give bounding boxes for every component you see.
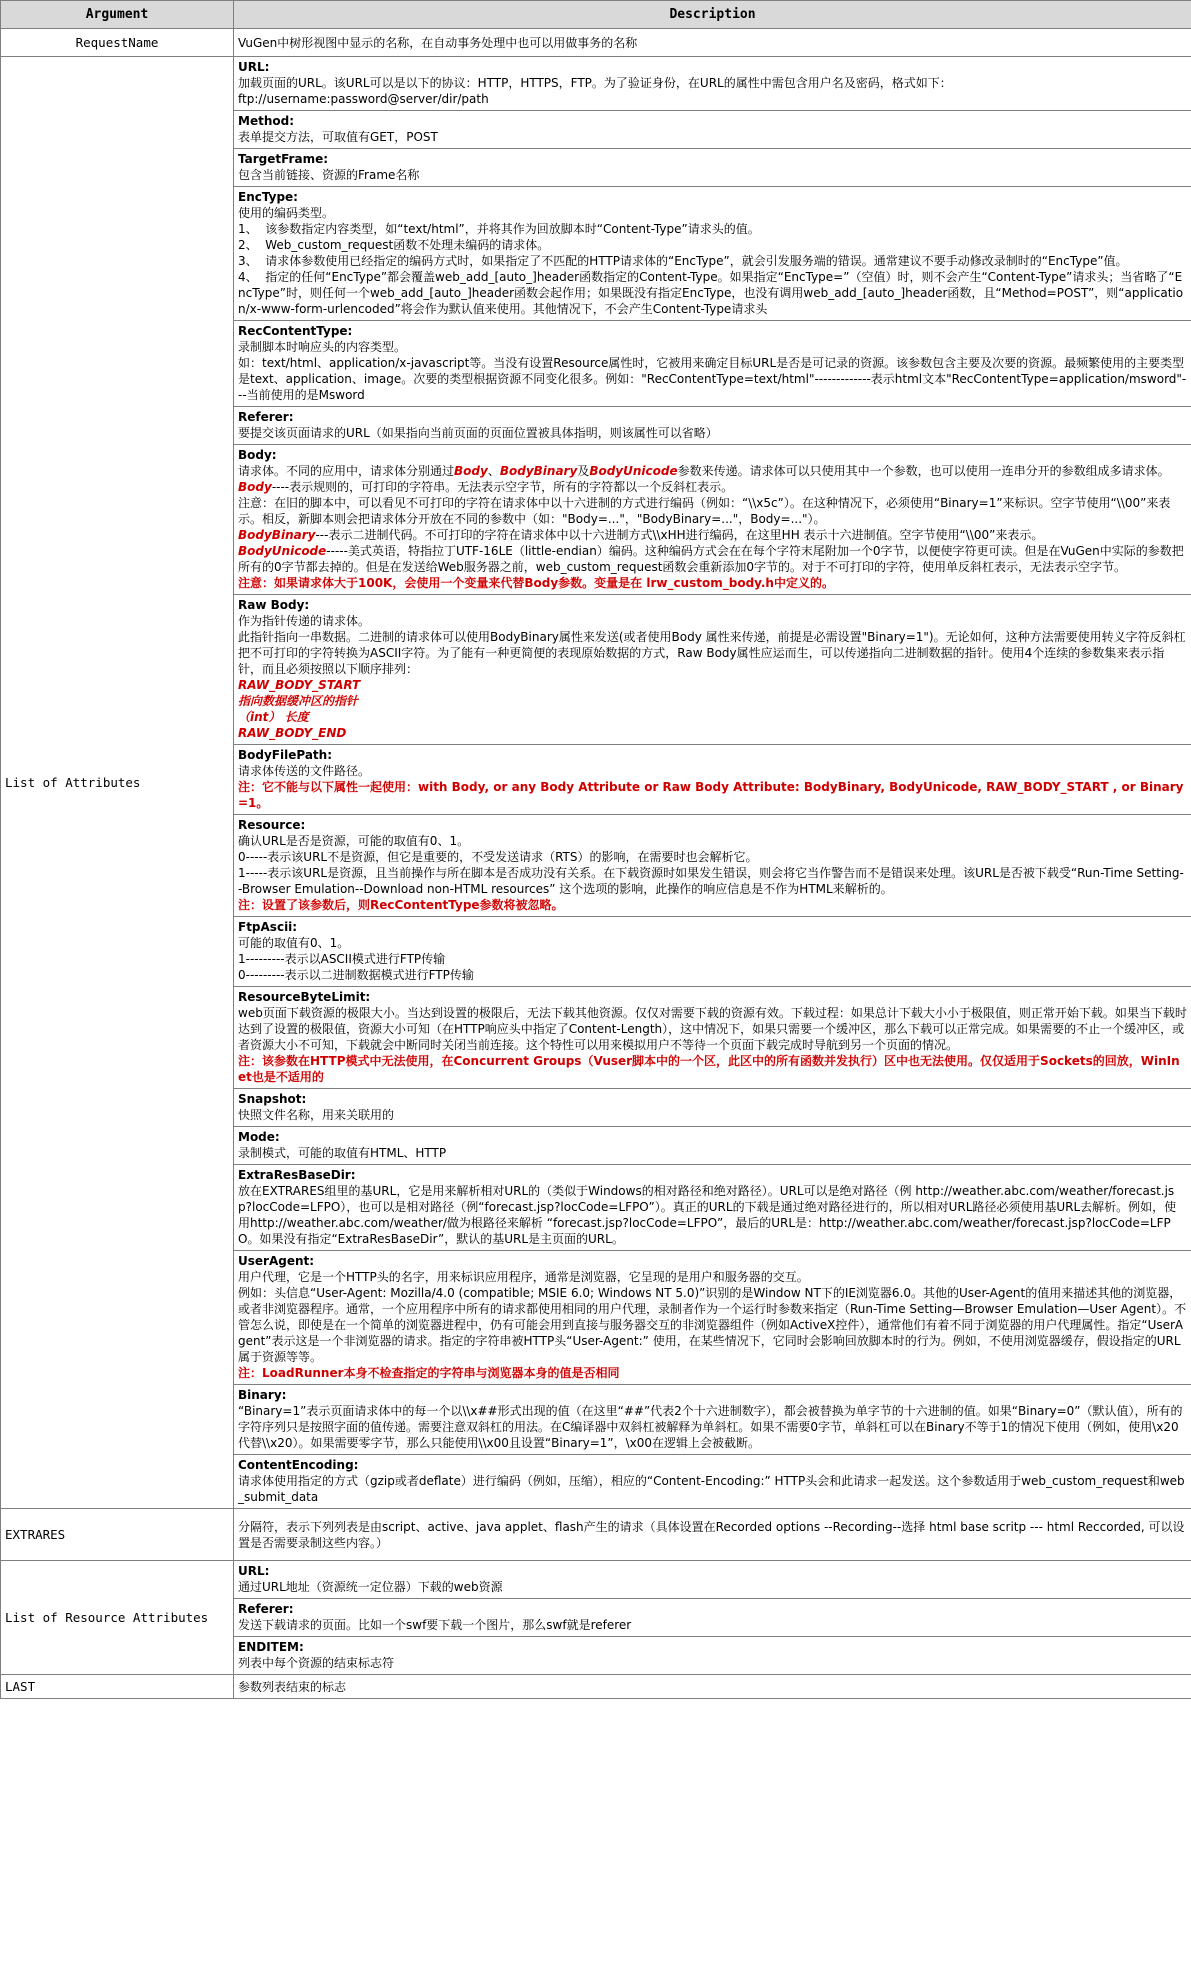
attr-name: RecContentType: (238, 324, 353, 338)
arg-extrares: EXTRARES (1, 1509, 234, 1561)
attr-text: web页面下载资源的极限大小。当达到设置的极限后，无法下载其他资源。仅仅对需要下载的资源有效。下载过程：如果总计下载大小小于极限值，则正常开始下载。如果当下载时达到了设置的极限值，资源大小可知（在HTTP响应头中指定了Content-Length），这中情况下，如果只需要一个缓冲区，那么下载可以正常完成。如果需要的不止一个缓冲区，或者资源大小不可知，下载就会中断同时关闭当前连接。这个特性可以用来模拟用户不等待一个页面下载完成时导航到另一个页面的情况。 (238, 1006, 1187, 1052)
attr-resource (234, 815, 1191, 917)
attr-note-red: 注：它不能与以下属性一起使用：with Body, or any Body Attribute or Raw Body Attribute: BodyBinary, BodyUnicode, RAW_BODY_START , or Binary=1。 (238, 780, 1184, 810)
body-line-unicode (238, 543, 1187, 575)
attr-snapshot (234, 1089, 1191, 1127)
row-list-of-attributes (1, 57, 1191, 1509)
attr-name: FtpAscii: (238, 920, 298, 934)
body-note-1: 注意：在旧的脚本中，可以看见不可打印的字符在请求体中以十六进制的方式进行编码（例如：“\\x5c”）。在这种情况下，必须使用“Binary=1”来标识。空字节使用“\\00”来表示。相反，新脚本则会把请求体分开放在不同的参数中（如："Body=..."，"BodyBinary=..."，Body=..."）。 (238, 496, 1171, 526)
attr-name: Method: (238, 114, 294, 128)
attr-name: TargetFrame: (238, 152, 329, 166)
attr-body-file-path (234, 745, 1191, 815)
body-note-red: 注意：如果请求体大于100K，会使用一个变量来代替Body参数。变量是在 lrw_custom_body.h中定义的。 (238, 576, 834, 590)
desc-last: 参数列表结束的标志 (234, 1675, 1191, 1699)
kw-body: Body (454, 464, 488, 478)
attr-raw-body (234, 595, 1191, 745)
attr-text: 包含当前链接、资源的Frame名称 (238, 168, 420, 182)
attr-text: 发送下载请求的页面。比如一个swf要下载一个图片，那么swf就是referer (238, 1618, 632, 1632)
attr-text: 要提交该页面请求的URL（如果指向当前页面的页面位置被具体指明，则该属性可以省略） (238, 426, 718, 440)
body-line-body (238, 479, 1187, 495)
body-sep-1: 、 (487, 464, 500, 478)
attr-text: 放在EXTRARES组里的基URL，它是用来解析相对URL的（类似于Windows的相对路径和绝对路径）。URL可以是绝对路径（例 http://weather.abc.com/weather/forecast.jsp?locCode=LFPO），也可以是相对路径（例“forecast.jsp?locCode=LFPO”）。真正的URL的下载是通过绝对路径进行的，所以相对URL路径必须使用基URL去解析。例如，使用http://weather.abc.com/weather/做为根路径来解析 “forecast.jsp?locCode=LFPO”，最后的URL是：http://weather.abc.com/weather/forecast.jsp?locCode=LFPO。如果没有指定“ExtraResBaseDir”，默认的基URL是主页面的URL。 (238, 1184, 1177, 1246)
attr-note-red: 注：LoadRunner本身不检查指定的字符串与浏览器本身的值是否相同 (238, 1366, 620, 1380)
attr-name: ContentEncoding: (238, 1458, 359, 1472)
attr-rec-content-type (234, 321, 1191, 407)
attr-name: Referer: (238, 410, 294, 424)
attr-name: Mode: (238, 1130, 280, 1144)
attr-text: 录制模式，可能的取值有HTML、HTTP (238, 1146, 447, 1160)
attr-resource-byte-limit (234, 987, 1191, 1089)
attr-body (234, 445, 1191, 595)
raw-seq-2: 指向数据缓冲区的指针 (238, 694, 359, 708)
attr-text: 作为指针传递的请求体。 此指针指向一串数据。二进制的请求体可以使用BodyBinary属性来发送(或者使用Body 属性来传递，前提是必需设置"Binary=1")。无论如何，这种方法需要使用转义字符反斜杠把不可打印的字符转换为ASCII字符。为了能有一种更简便的表现原始数据的方式，Raw Body属性应运而生，可以传递指向二进制数据的指针。使用4个连续的参数集来表示指针，而且必须按照以下顺序排列： (238, 614, 1186, 676)
attr-user-agent (234, 1251, 1191, 1385)
attr-text: 表单提交方法，可取值有GET，POST (238, 130, 438, 144)
attr-text: 快照文件名称，用来关联用的 (238, 1108, 395, 1122)
attr-text: 确认URL是否是资源，可能的取值有0、1。 0-----表示该URL不是资源，但它是重要的，不受发送请求（RTS）的影响，在需要时也会解析它。 1-----表示该URL是资源，且当前操作与所在脚本是否成功没有关系。在下载资源时如果发生错误，则会将它当作警告而不是错误来处理。该URL是否被下载受“Run-Time Setting--Browser Emulation--Download non-HTML resources” 这个选项的影响，此操作的响应信息是不作为HTML来解析的。 (238, 834, 1184, 896)
raw-seq-1: RAW_BODY_START (238, 678, 361, 692)
kw-body: Body (238, 480, 272, 494)
attr-text: 请求体使用指定的方式（gzip或者deflate）进行编码（例如，压缩），相应的“Content-Encoding:” HTTP头会和此请求一起发送。这个参数适用于web_custom_request和web_submit_data (238, 1474, 1185, 1504)
attr-mode (234, 1127, 1191, 1165)
body-desc: ----表示规则的，可打印的字符串。无法表示空字节，所有的字符都以一个反斜杠表示。 (271, 480, 734, 494)
body-intro (238, 463, 1187, 479)
attr-name: URL: (238, 1564, 270, 1578)
attr-referer (234, 407, 1191, 445)
attr-note-red: 注：设置了该参数后，则RecContentType参数将被忽略。 (238, 898, 564, 912)
attr-content-encoding (234, 1455, 1191, 1508)
header-row (1, 1, 1191, 29)
attr-text: 加载页面的URL。该URL可以是以下的协议：HTTP，HTTPS，FTP。为了验证身份，在URL的属性中需包含用户名及密码，格式如下： ftp://username:password@server/dir/path (238, 76, 952, 106)
kw-body-unicode: BodyUnicode (238, 544, 327, 558)
attr-name: Binary: (238, 1388, 287, 1402)
attr-target-frame (234, 149, 1191, 187)
desc-request-name: VuGen中树形视图中显示的名称，在自动事务处理中也可以用做事务的名称 (234, 29, 1191, 57)
row-request-name (1, 29, 1191, 57)
attr-text: 使用的编码类型。 1、 该参数指定内容类型，如“text/html”，并将其作为回放脚本时“Content-Type”请求头的值。 2、 Web_custom_request函数不处理未编码的请求体。 3、 请求体参数使用已经指定的编码方式时，如果指定了不匹配的HTTP请求体的“EncType”，就会引发服务端的错误。通常建议不要手动修改录制时的“EncType”值。 4、 指定的任何“EncType”都会覆盖web_add_[auto_]header函数指定的Content-Type。如果指定“EncType=”（空值）时，则不会产生“Content-Type”请求头；当省略了“EncType”时，则任何一个web_add_[auto_]header函数会起作用；如果既没有指定EncType，也没有调用web_add_[auto_]header函数，且“Method=POST”，则“application/x-www-form-urlencoded”将会作为默认值来使用。其他情况下，不会产生Content-Type请求头 (238, 206, 1184, 316)
attr-name: Snapshot: (238, 1092, 307, 1106)
attr-text: 列表中每个资源的结束标志符 (238, 1656, 395, 1670)
attr-text: 通过URL地址（资源统一定位器）下载的web资源 (238, 1580, 503, 1594)
attr-extra-res-base-dir (234, 1165, 1191, 1251)
raw-seq-4: RAW_BODY_END (238, 726, 347, 740)
attr-name: ExtraResBaseDir: (238, 1168, 356, 1182)
arg-last: LAST (1, 1675, 234, 1699)
attr-name: URL: (238, 60, 270, 74)
res-attr-referer (234, 1599, 1191, 1637)
attr-name: BodyFilePath: (238, 748, 333, 762)
attr-method (234, 111, 1191, 149)
arg-list-of-attributes: List of Attributes (1, 57, 234, 1509)
attr-text: 可能的取值有0、1。 1---------表示以ASCII模式进行FTP传输 0---------表示以二进制数据模式进行FTP传输 (238, 936, 474, 982)
attr-name: Resource: (238, 818, 306, 832)
resource-attributes-cell (234, 1561, 1191, 1675)
res-attr-enditem (234, 1637, 1191, 1674)
attr-url (234, 57, 1191, 111)
attributes-cell (234, 57, 1191, 1509)
attr-name: UserAgent: (238, 1254, 315, 1268)
body-line-binary (238, 527, 1187, 543)
attr-note-red: 注：该参数在HTTP模式中无法使用，在Concurrent Groups（Vuser脚本中的一个区，此区中的所有函数并发执行）区中也无法使用。仅仅适用于Sockets的回放，WinInet也是不适用的 (238, 1054, 1180, 1084)
body-intro-1: 请求体。不同的应用中，请求体分别通过 (238, 464, 455, 478)
kw-body-unicode: BodyUnicode (589, 464, 678, 478)
attr-ftp-ascii (234, 917, 1191, 987)
attr-binary (234, 1385, 1191, 1455)
body-intro-2: 参数来传递。请求体可以只使用其中一个参数，也可以使用一连串分开的参数组成多请求体。 (677, 464, 1170, 478)
attr-name: Raw Body: (238, 598, 310, 612)
arg-request-name: RequestName (1, 29, 234, 57)
row-list-of-resource-attributes (1, 1561, 1191, 1675)
raw-seq-3: （int） 长度 (238, 710, 309, 724)
unicode-desc: -----美式英语，特指拉丁UTF-16LE（little-endian）编码。这种编码方式会在在每个字符末尾附加一个0字节，以便使字符更可读。但是在VuGen中实际的参数把所有的0字节都去掉的。但是在发送给Web服务器之前，web_custom_request函数会重新添加0字节的。对于不可打印的字符，使用单反斜杠表示，无法表示空字节。 (238, 544, 1184, 574)
row-last (1, 1675, 1191, 1699)
attr-name: Referer: (238, 1602, 294, 1616)
res-attr-url (234, 1561, 1191, 1599)
header-argument: Argument (1, 1, 234, 29)
row-extrares (1, 1509, 1191, 1561)
attr-name: ENDITEM: (238, 1640, 304, 1654)
binary-desc: ---表示二进制代码。不可打印的字符在请求体中以十六进制方式\\xHH进行编码，在这里HH 表示十六进制值。空字节使用“\\00”来表示。 (315, 528, 1044, 542)
attr-name: ResourceByteLimit: (238, 990, 371, 1004)
body-sep-2: 及 (577, 464, 590, 478)
attr-enctype (234, 187, 1191, 321)
desc-extrares: 分隔符，表示下列列表是由script、active、java applet、flash产生的请求（具体设置在Recorded options --Recording--选择 html base scritp --- html Reccorded, 可以设置是否需要录制这些内容。） (234, 1509, 1191, 1561)
attr-name: EncType: (238, 190, 298, 204)
arg-list-of-resource-attributes: List of Resource Attributes (1, 1561, 234, 1675)
kw-body-binary: BodyBinary (238, 528, 316, 542)
kw-body-binary: BodyBinary (499, 464, 578, 478)
header-description: Description (234, 1, 1191, 29)
attr-text: “Binary=1”表示页面请求体中的每一个以\\x##形式出现的值（在这里“##”代表2个十六进制数字），都会被替换为单字节的十六进制的值。如果“Binary=0”（默认值），所有的字符序列只是按照字面的值传递。需要注意双斜杠的用法。在C编译器中双斜杠被解释为单斜杠。如果不需要0字节，单斜杠可以在Binary不等于1的情况下使用（例如，使用\x20代替\\x20）。如果需要零字节，那么只能使用\\x00且设置“Binary=1”，\x00在逻辑上会被截断。 (238, 1404, 1183, 1450)
attr-name: Body: (238, 448, 277, 462)
attr-text: 录制脚本时响应头的内容类型。 如：text/html、application/x-javascript等。当没有设置Resource属性时，它被用来确定目标URL是否是可记录的资源。该参数包含主要及次要的资源。最频繁使用的主要类型是text、application、image。次要的类型根据资源不同变化很多。例如："RecContentType=text/html"-------------表示html文本"RecContentType=application/msword"---当前使用的是Msword (238, 340, 1187, 402)
attr-text: 请求体传送的文件路径。 (238, 764, 371, 778)
attr-text: 用户代理，它是一个HTTP头的名字，用来标识应用程序，通常是浏览器，它呈现的是用户和服务器的交互。 例如：头信息“User-Agent: Mozilla/4.0 (compatible; MSIE 6.0; Windows NT 5.0)”识别的是Window NT下的IE浏览器6.0。其他的User-Agent的值用来描述其他的浏览器，或者非浏览器程序。通常，一个应用程序中所有的请求都使用相同的用户代理，录制者作为一个运行时参数来指定（Run-Time Setting—Browser Emulation—User Agent）。不管怎么说，即使是在一个简单的浏览器进程中，仍有可能会用到直接与服务器交互的非浏览器组件（例如ActiveX控件），通常他们有着不同于浏览器的用户代理属性。指定“UserAgent”表示这是一个非浏览器的请求。指定的字符串被HTTP头“User-Agent:” 使用，在某些情况下，它同时会影响回放脚本时的行为。例如，不使用浏览器缓存，假设指定的URL属于资源等等。 (238, 1270, 1187, 1364)
